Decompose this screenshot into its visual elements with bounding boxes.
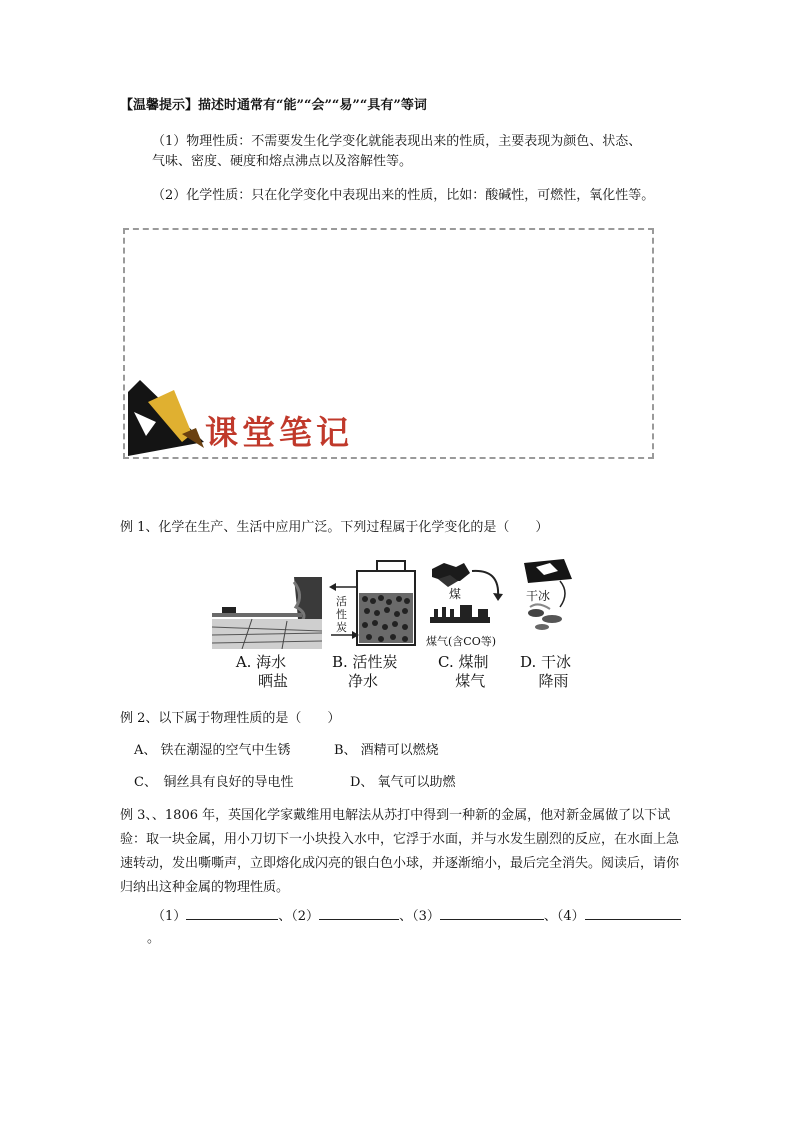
- coal-gas-image: [424, 559, 516, 637]
- blank-2-label: 、（2）: [278, 909, 320, 924]
- sea-salt-image: [212, 577, 322, 649]
- caption-b-line-2: 净水: [348, 672, 379, 690]
- blank-2[interactable]: [319, 905, 399, 920]
- blank-4[interactable]: [585, 905, 681, 920]
- coal-label: 煤: [449, 587, 462, 601]
- caption-c: [438, 653, 488, 691]
- blank-3[interactable]: [440, 905, 544, 920]
- caption-a: [234, 653, 288, 691]
- blank-3-label: 、（3）: [399, 909, 440, 924]
- tip-label: 【温馨提示】: [120, 98, 199, 113]
- blank-1-label: （1）: [152, 909, 187, 924]
- tip-line: [120, 97, 427, 115]
- caption-a-line-2: 晒盐: [258, 672, 289, 690]
- answer-blanks: [152, 905, 681, 924]
- caption-c-line-2: 煤气: [455, 672, 486, 690]
- example-3-text: 例 3、、1806 年，英国化学家戴维用电解法从苏打中得到一种新的金属，他对新金属做了以下试验：取一块金属，用小刀切下一小块投入水中，它浮于水面，并与水发生剧烈的反应，在水面上急速转动，发出嘶嘶声，立即熔化成闪亮的银白色小球，并逐渐缩小，最后完全消失。阅读后，请你归纳出这种金属的物理性质。: [120, 808, 680, 895]
- activated-carbon-label-3: 炭: [336, 621, 347, 634]
- caption-a-line-1: A. 海水: [235, 653, 287, 671]
- dry-ice-label: 干冰: [526, 589, 551, 603]
- option-b[interactable]: B、 酒精可以燃烧: [334, 743, 439, 758]
- example-2-question: 例 2、以下属于物理性质的是（ ）: [120, 711, 341, 726]
- notes-title: 课堂笔记: [205, 413, 353, 452]
- activated-carbon-label: [336, 595, 347, 634]
- physical-property-line-1: （1）物理性质：不需要发生化学变化就能表现出来的性质，主要表现为颜色、状态、: [152, 134, 642, 149]
- example-1-figure: [212, 557, 582, 692]
- pen-icon: [126, 372, 206, 458]
- caption-b: [332, 653, 398, 691]
- caption-d: [520, 653, 571, 691]
- option-c[interactable]: C、 铜丝具有良好的导电性: [134, 775, 294, 790]
- caption-d-line-2: 降雨: [538, 672, 569, 690]
- activated-carbon-label-2: 性: [336, 608, 347, 621]
- example-1-question: 例 1、化学在生产、生活中应用广泛。下列过程属于化学变化的是（ ）: [120, 520, 549, 535]
- blank-1[interactable]: [186, 905, 278, 920]
- option-a[interactable]: A、 铁在潮湿的空气中生锈: [134, 743, 291, 758]
- chemical-property-line: （2）化学性质：只在化学变化中表现出来的性质，比如：酸碱性，可燃性，氧化性等。: [152, 188, 655, 203]
- caption-b-line-1: B. 活性炭: [332, 653, 398, 671]
- coal-gas-label: 煤气(含CO等): [426, 635, 497, 648]
- activated-carbon-label-1: 活: [336, 595, 347, 608]
- caption-c-line-1: C. 煤制: [438, 653, 489, 671]
- caption-d-line-1: D. 干冰: [520, 653, 572, 671]
- option-d[interactable]: D、 氧气可以助燃: [350, 775, 456, 790]
- sentence-end-mark: 。: [147, 931, 161, 946]
- physical-property-line-2: 气味、密度、硬度和熔点沸点以及溶解性等。: [152, 154, 413, 169]
- blank-4-label: 、（4）: [543, 909, 585, 924]
- tip-text: 描述时通常有“能”“会”“易”“具有”等词: [198, 98, 427, 113]
